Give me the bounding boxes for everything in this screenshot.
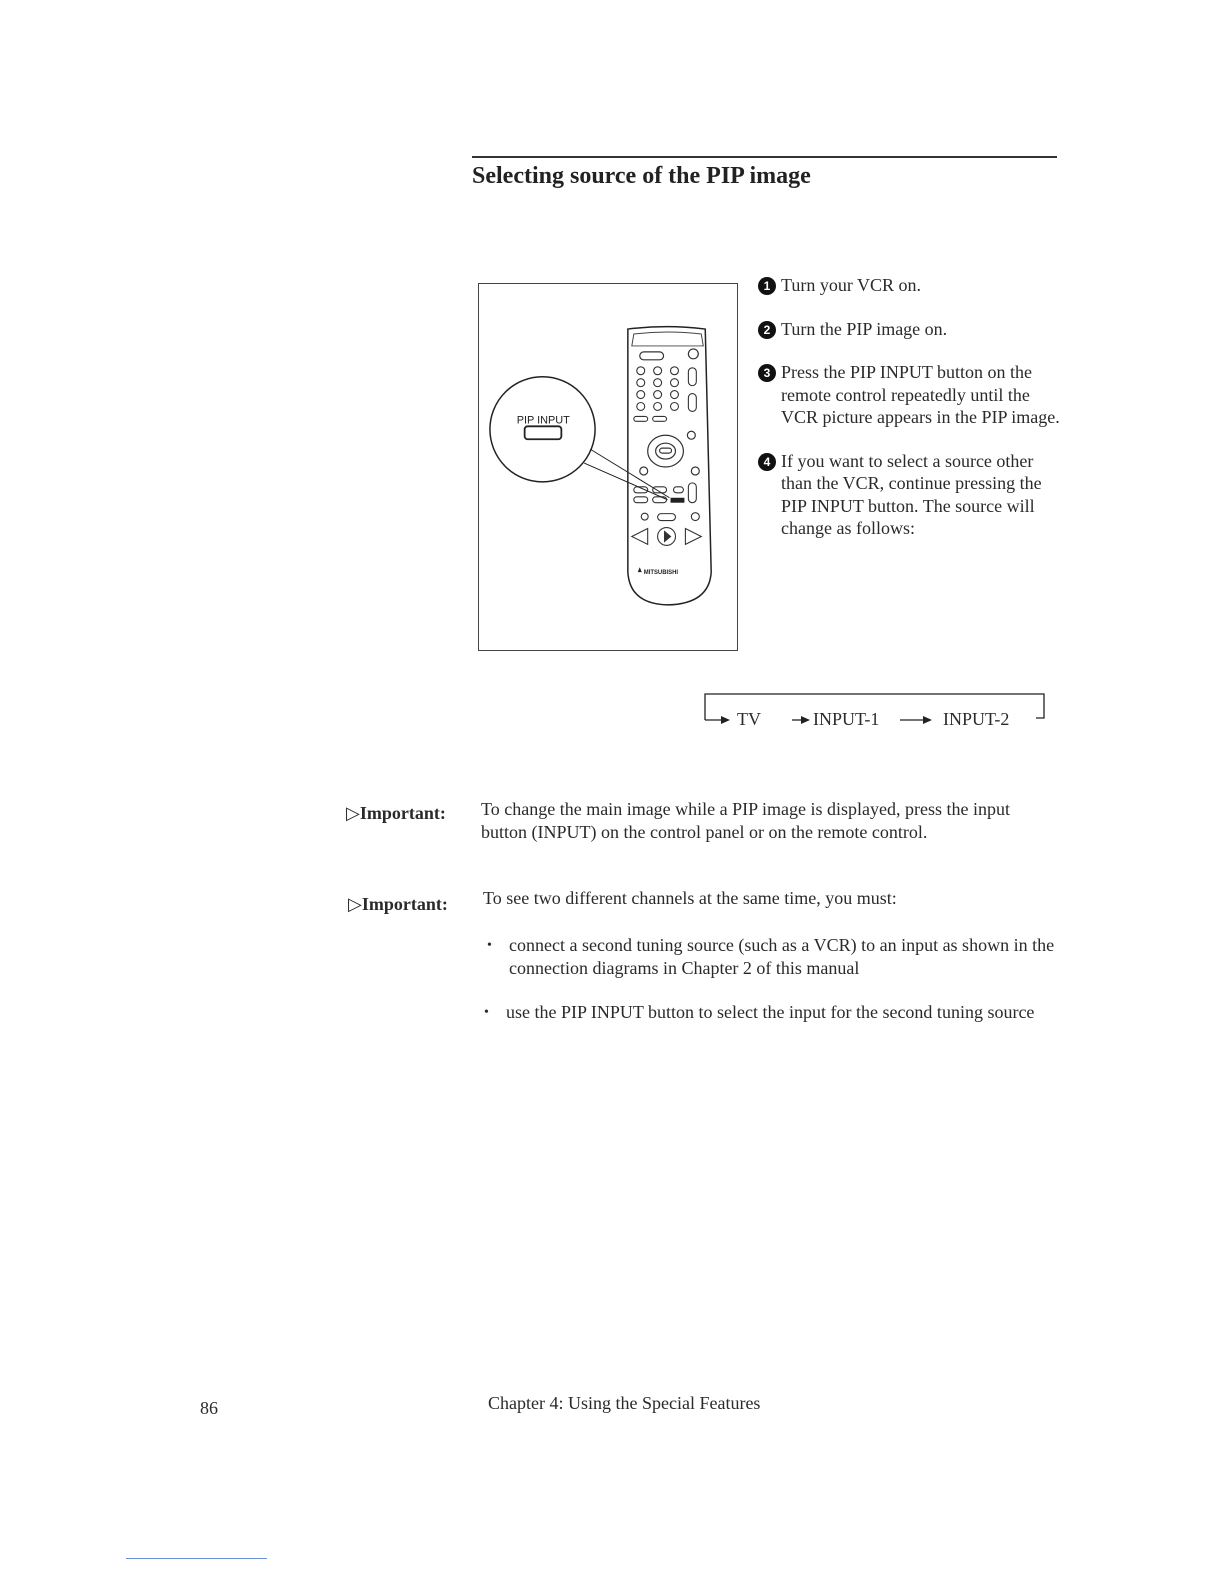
callout-label: PIP INPUT: [516, 414, 570, 427]
footer-rule: [126, 1558, 267, 1559]
page-number: 86: [200, 1398, 218, 1418]
cycle-item-tv: TV: [737, 709, 761, 729]
important-note-1-text: To change the main image while a PIP image is displayed, press the input button (INPUT) on the control panel or on the remote control.: [481, 799, 1010, 842]
step-number-icon: 4: [758, 453, 776, 471]
bullet-text: connect a second tuning source (such as a VCR) to an input as shown in the connection diagrams in Chapter 2 of this manual: [509, 935, 1055, 978]
cycle-item-input-2: INPUT-2: [943, 709, 1010, 729]
triangle-right-icon: ▷: [346, 803, 360, 823]
brand-logo-text: MITSUBISHI: [643, 570, 679, 577]
step-1: [758, 274, 1068, 297]
bullet-icon: •: [487, 938, 492, 953]
remote-control-figure: [478, 283, 738, 651]
step-number-icon: 1: [758, 277, 776, 295]
step-text: If you want to select a source other than the VCR, continue pressing the PIP INPUT button. The source will change as follows:: [781, 450, 1042, 538]
important-note-2-label: ▷Important:: [348, 894, 448, 914]
source-cycle-diagram: [702, 690, 1052, 736]
bullet-icon: •: [484, 1005, 489, 1020]
step-number-icon: 2: [758, 321, 776, 339]
step-text: Turn the PIP image on.: [781, 318, 948, 339]
step-text: Turn your VCR on.: [781, 275, 922, 295]
important-note-2-text: To see two different channels at the same time, you must:: [483, 888, 897, 908]
bullet-item-2: [484, 1001, 1054, 1024]
triangle-right-icon: ▷: [348, 894, 362, 914]
important-note-1-label: ▷Important:: [346, 803, 446, 823]
step-3: [758, 361, 1068, 429]
step-list: [758, 274, 1068, 540]
section-title: Selecting source of the PIP image: [472, 163, 811, 189]
step-4: [758, 450, 1068, 540]
bullet-item-1: [487, 934, 1057, 980]
cycle-item-input-1: INPUT-1: [813, 709, 880, 729]
bullet-text: use the PIP INPUT button to select the input for the second tuning source: [506, 1002, 1035, 1022]
remote-control-illustration: [479, 284, 737, 650]
step-number-icon: 3: [758, 364, 776, 382]
step-text: Press the PIP INPUT button on the remote control repeatedly until the VCR picture appears in the PIP image.: [781, 362, 1060, 427]
title-rule: [472, 156, 1057, 158]
step-2: [758, 318, 1068, 341]
chapter-footer: Chapter 4: Using the Special Features: [488, 1393, 761, 1413]
